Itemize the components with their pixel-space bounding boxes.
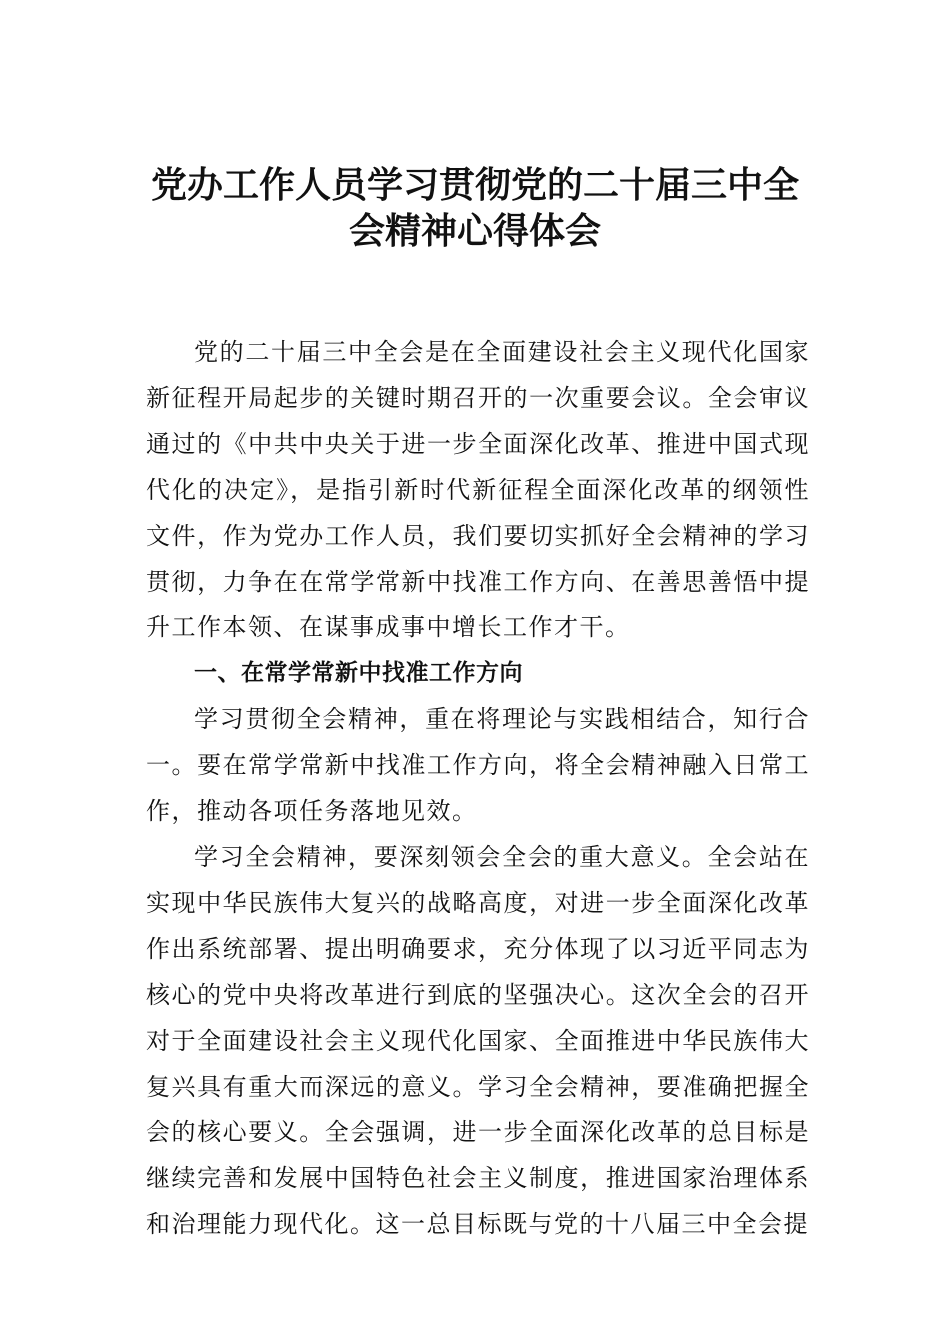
section-heading-1: 一、在常学常新中找准工作方向 <box>194 660 523 687</box>
section-1-paragraph-2: 学习全会精神，要深刻领会全会的重大意义。全会站在实现中华民族伟大复兴的战略高度，对进一步全面深化改革作出系统部署、提出明确要求，充分体现了以习近平同志为核心的党中央将改革进行到底的坚强决心。这次全会的召开对于全面建设社会主义现代化国家、全面推进中华民族伟大复兴具有重大而深远的意义。学习全会精神，要准确把握全会的核心要义。全会强调，进一步全面深化改革的总目标是继续完善和发展中国特色社会主义制度，推进国家治理体系和治理能力现代化。这一总目标既与党的十八届三中全会提 <box>146 842 810 1239</box>
document-body <box>146 330 810 1248</box>
document-title-line-1: 党办工作人员学习贯彻党的二十届三中全 <box>150 164 799 206</box>
section-1-paragraph-1: 学习贯彻全会精神，重在将理论与实践相结合，知行合一。要在常学常新中找准工作方向，将全会精神融入日常工作，推动各项任务落地见效。 <box>146 705 810 826</box>
intro-paragraph: 党的二十届三中全会是在全面建设社会主义现代化国家新征程开局起步的关键时期召开的一次重要会议。全会审议通过的《中共中央关于进一步全面深化改革、推进中国式现代化的决定》，是指引新时代新征程全面深化改革的纲领性文件，作为党办工作人员，我们要切实抓好全会精神的学习贯彻，力争在在常学常新中找准工作方向、在善思善悟中提升工作本领、在谋事成事中增长工作才干。 <box>146 338 810 642</box>
document-title-line-2: 会精神心得体会 <box>348 210 601 252</box>
